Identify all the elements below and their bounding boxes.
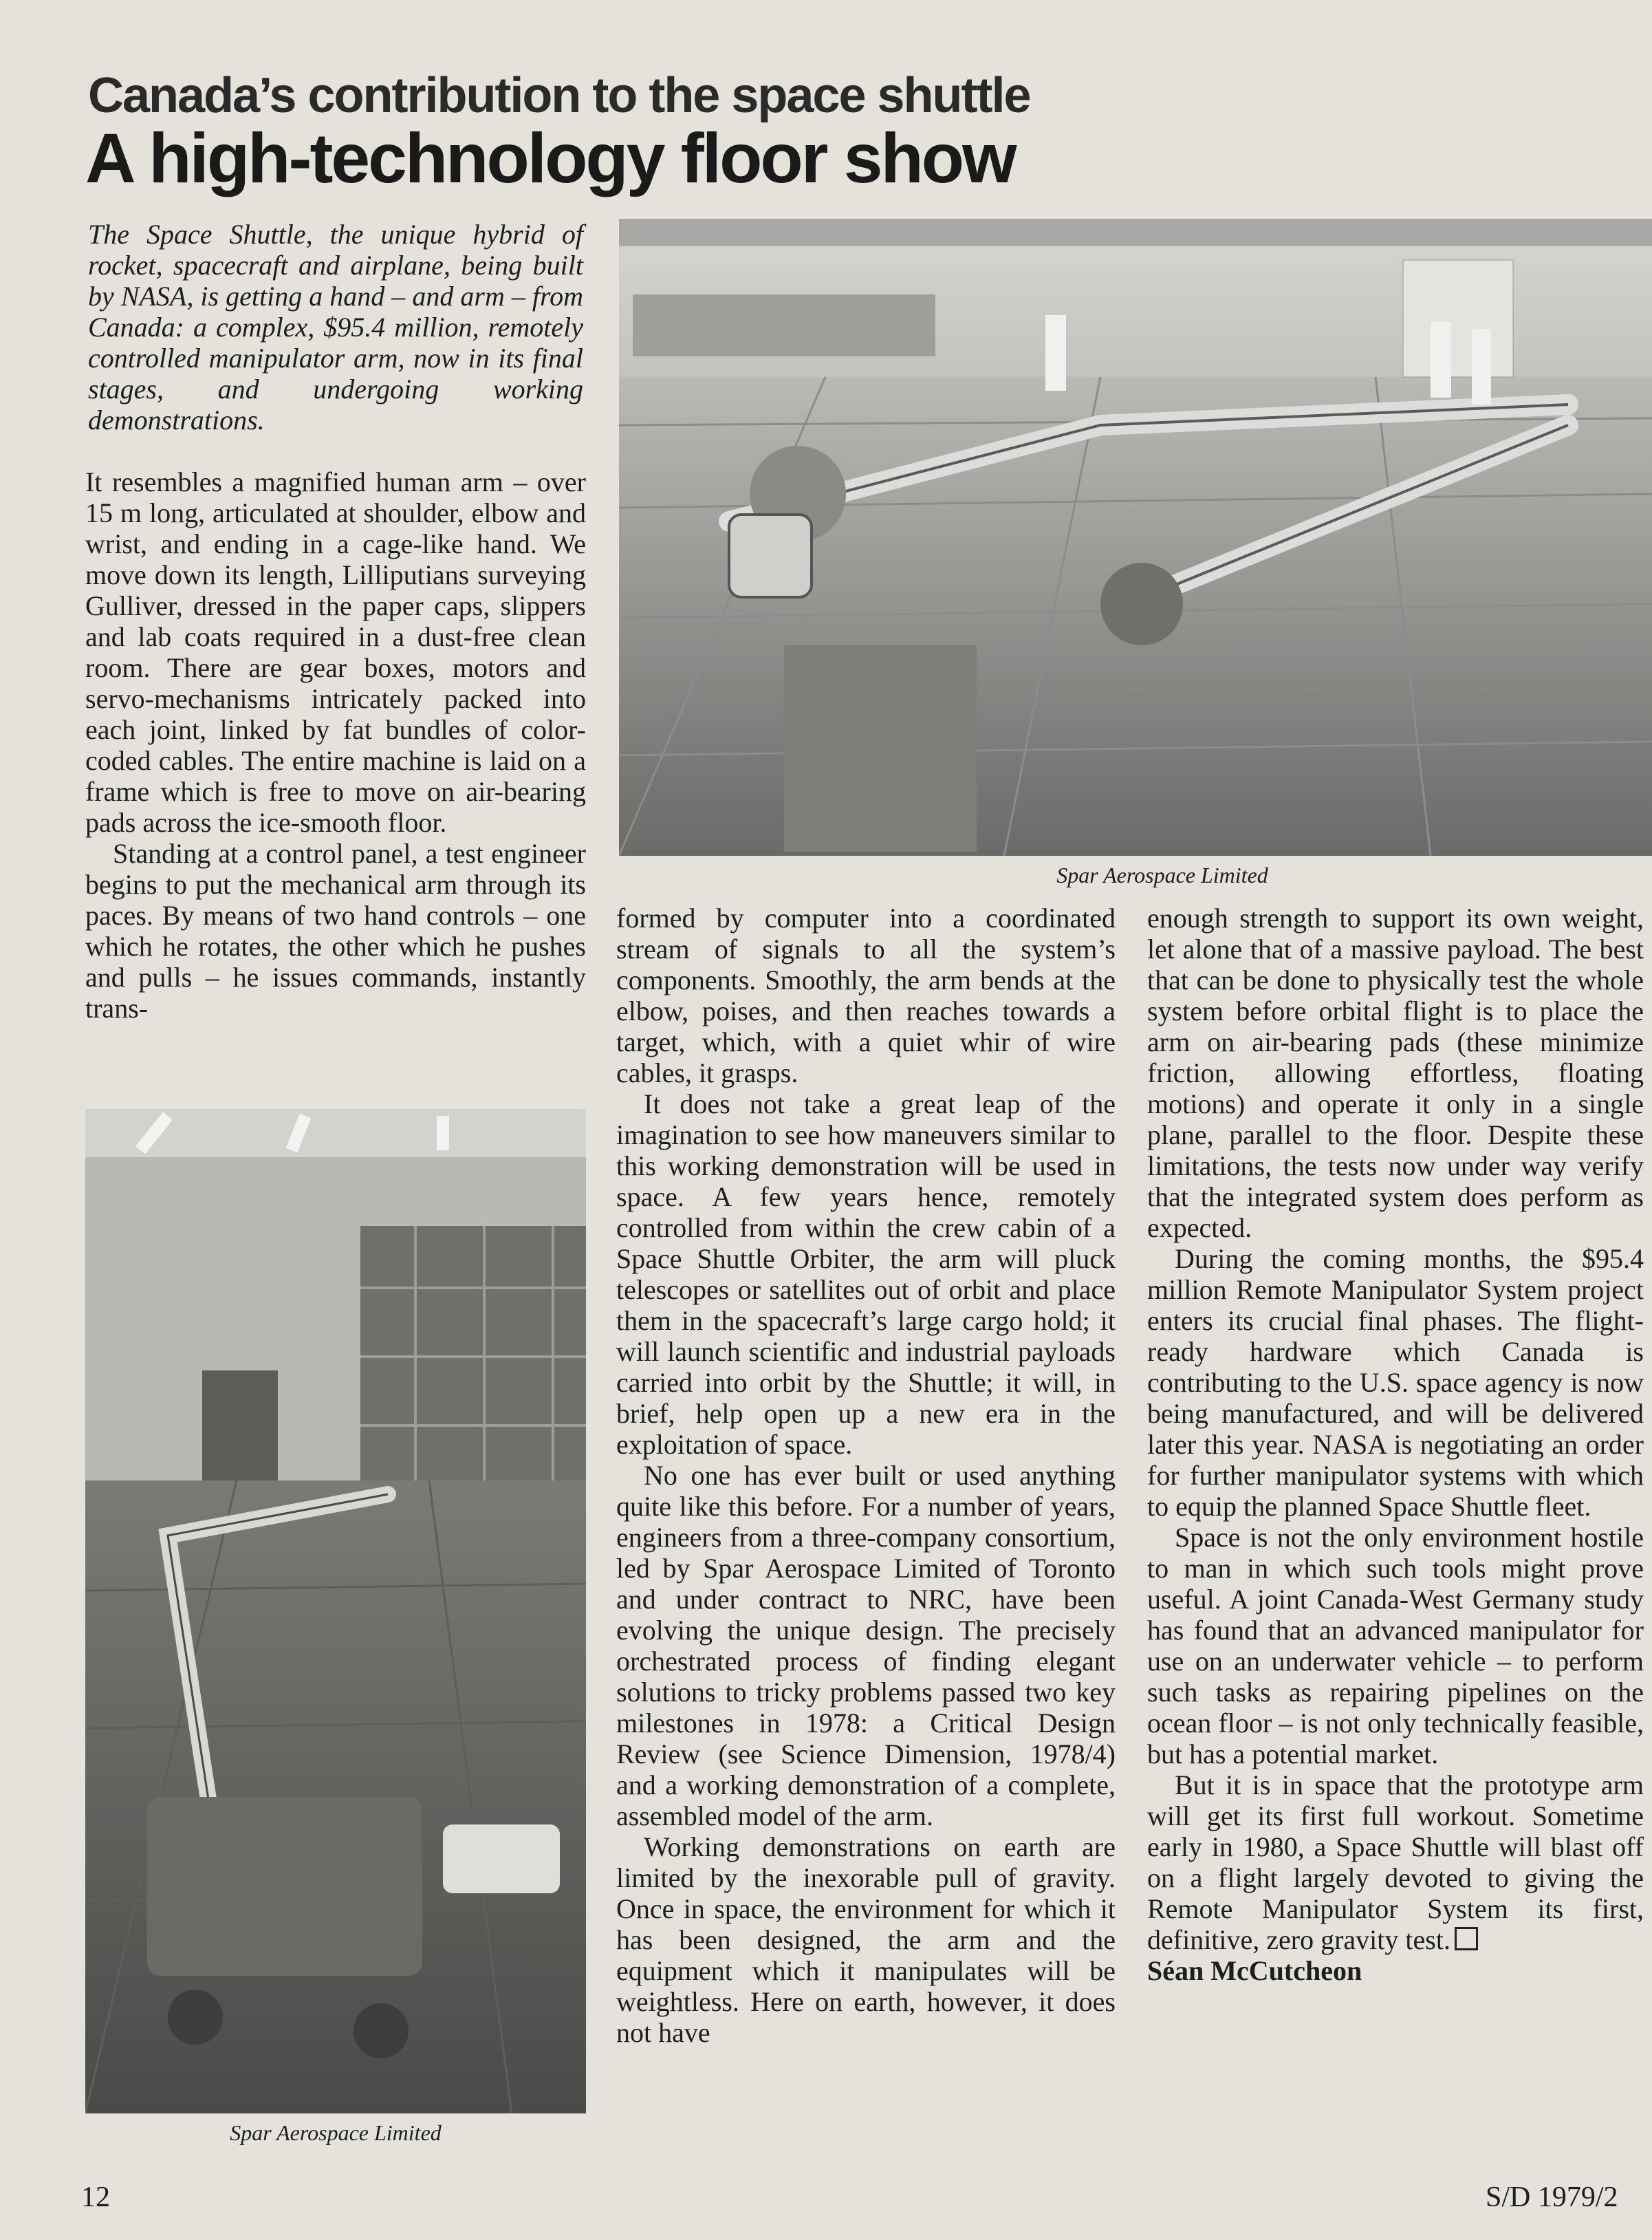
paragraph: It does not take a great leap of the imagination to see how maneuvers similar to this working demonstration will be used in space. A few years hence, remotely controlled from within the crew cabin of a Space Shuttle Orbiter, the arm will pluck telescopes or satellites out of orbit and place them in the spacecraft’s large cargo hold; it will launch scientific and industrial payloads carried into orbit by the Shuttle; it will, in brief, help open up a new era in the exploitation of space. — [616, 1088, 1116, 1460]
paragraph: Space is not the only environment hostile to man in which such tools might prove useful. A joint Canada-West Germany study has found that an advanced manipulator for use on an underwater vehicle – to perform such tasks as repairing pipelines on the ocean floor – is not only technically feasible, but has a potential market. — [1147, 1522, 1644, 1769]
paragraph: formed by computer into a coordinated stream of signals to all the system’s components. Smoothly, the arm bends at the elbow, poises, and then reaches towards a target, which, with a quiet whir of wire cables, it grasps. — [616, 903, 1116, 1088]
paragraph: During the coming months, the $95.4 million Remote Manipulator System project enters its crucial final phases. The flight-ready hardware which Canada is contributing to the U.S. space agency is now being manufactured, and will be delivered later this year. NASA is negotiating an order for further manipulator systems with which to equip the planned Space Shuttle fleet. — [1147, 1243, 1644, 1522]
paragraph-text: But it is in space that the prototype arm will get its first full workout. Sometime early in 1980, a Space Shuttle will blast off on a flight largely devoted to giving the Remote Manipulator System its first, definitive, zero gravity test. — [1147, 1769, 1644, 1955]
article-lede: The Space Shuttle, the unique hybrid of rocket, spacecraft and airplane, being built by NASA, is getting a hand – and arm – from Canada: a complex, $95.4 million, remotely controlled manipulator arm, now in its final stages, and undergoing working demonstrations. — [88, 219, 583, 435]
paragraph: Working demonstrations on earth are limited by the inexorable pull of gravity. Once in space, the environment for which it has been designed, the arm and the equipment which it manipulates will be weightless. Here on earth, however, it does not have — [616, 1831, 1116, 2048]
paragraph-final — [1147, 1769, 1644, 1955]
photo-robotic-arm-cleanroom — [619, 219, 1652, 856]
column-1 — [85, 466, 586, 1024]
paragraph: Standing at a control panel, a test engineer begins to put the mechanical arm through its paces. By means of two hand controls – one which he rotates, the other which he pushes and pulls – he issues commands, instantly trans- — [85, 838, 586, 1024]
photo-credit-left: Spar Aerospace Limited — [230, 2120, 442, 2145]
paragraph: enough strength to support its own weight, let alone that of a massive payload. The best that can be done to physically test the whole system before orbital flight is to place the arm on air-bearing pads (these minimize friction, allowing effortless, floating motions) and operate it only in a single plane, parallel to the floor. Despite these limitations, the tests now under way verify that the integrated system does perform as expected. — [1147, 903, 1644, 1243]
paragraph: No one has ever built or used anything quite like this before. For a number of years, engineers from a three-company consortium, led by Spar Aerospace Limited of Toronto and under contract to NRC, have been evolving the unique design. The precisely orchestrated process of finding elegant solutions to tricky problems passed two key milestones in 1978: a Critical Design Review (see Science Dimension, 1978/4) and a working demonstration of a complete, assembled model of the arm. — [616, 1460, 1116, 1831]
photo-illustration — [85, 1109, 586, 2113]
article-kicker: Canada’s contribution to the space shuttle — [88, 68, 1030, 123]
photo-robotic-arm-hall — [85, 1109, 586, 2113]
column-2 — [616, 903, 1116, 2048]
end-mark-icon — [1455, 1927, 1478, 1950]
paragraph: It resembles a magnified human arm – over 15 m long, articulated at shoulder, elbow and wrist, and ending in a cage-like hand. We move down its length, Lilliputians surveying Gulliver, dressed in the paper caps, slippers and lab coats required in a dust-free clean room. There are gear boxes, motors and servo-mechanisms intricately packed into each joint, linked by fat bundles of color-coded cables. The entire machine is laid on a frame which is free to move on air-bearing pads across the ice-smooth floor. — [85, 466, 586, 838]
author-byline: Séan McCutcheon — [1147, 1955, 1362, 1986]
column-3 — [1147, 903, 1644, 1986]
issue-label: S/D 1979/2 — [1486, 2182, 1618, 2213]
photo-illustration — [619, 219, 1652, 856]
page-number: 12 — [81, 2182, 110, 2213]
photo-credit-top: Spar Aerospace Limited — [1056, 863, 1268, 887]
article-title: A high-technology floor show — [85, 119, 1015, 197]
